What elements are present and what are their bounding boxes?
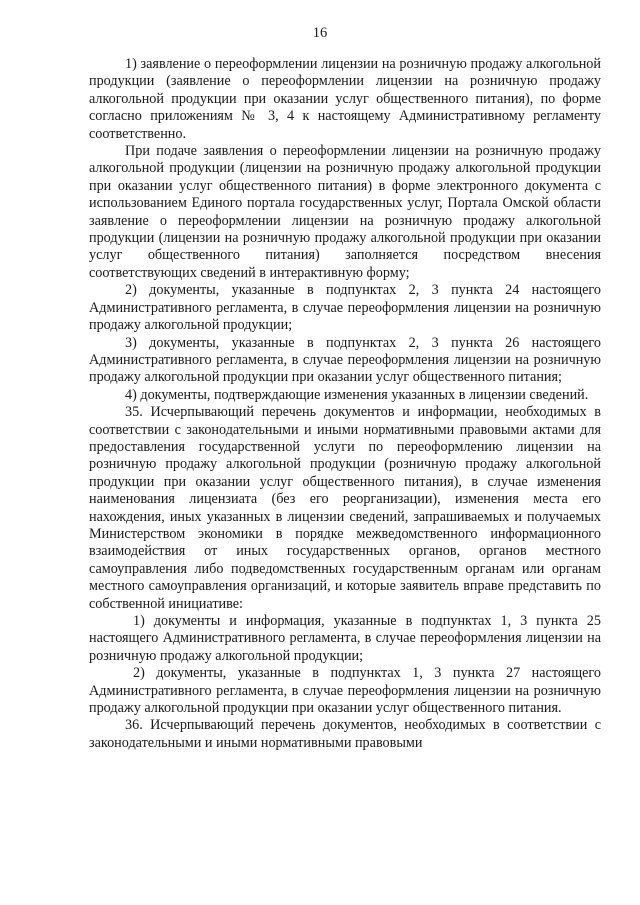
page-number: 16: [312, 25, 328, 41]
paragraph-documents-item-3: 3) документы, указанные в подпунктах 2, 3 пункта 26 настоящего Административного регламента, в случае переоформления лицензии на розничную продажу алкогольной продукции при оказании услуг общественного питания;: [89, 334, 601, 386]
paragraph-section-35: 35. Исчерпывающий перечень документов и информации, необходимых в соответствии с законодательными и иными нормативными правовыми актами для предоставления государственной услуги по переоформлению лицензии на розничную продажу алкогольной продукции (розничную продажу алкогольной продукции при оказании услуг общественного питания), в случае изменения наименования лицензиата (без его реорганизации), изменения места его нахождения, иных указанных в лицензии сведений, запрашиваемых и получаемых Министерством экономики в порядке межведомственного информационного взаимодействия от иных государственных органов, органов местного самоуправления либо подведомственных государственным органам или органам местного самоуправления организаций, и которые заявитель вправе представить по собственной инициативе:: [89, 404, 601, 612]
paragraph-section-35-item-2: 2) документы, указанные в подпунктах 1, 3 пункта 27 настоящего Административного регламента, в случае переоформления лицензии на розничную продажу алкогольной продукции при оказании услуг общественного питания.: [89, 665, 601, 717]
paragraph-section-36: 36. Исчерпывающий перечень документов, необходимых в соответствии с законодательными и иными нормативными правовыми: [89, 717, 601, 751]
paragraph-application: 1) заявление о переоформлении лицензии на розничную продажу алкогольной продукции (заявление о переоформлении лицензии на розничную продажу алкогольной продукции при оказании услуг общественного питания), по форме согласно приложениям № 3, 4 к настоящему Административному регламенту соответственно.: [89, 56, 601, 142]
paragraph-section-35-item-1: 1) документы и информация, указанные в подпунктах 1, 3 пункта 25 настоящего Административного регламента, в случае переоформления лицензии на розничную продажу алкогольной продукции;: [89, 613, 601, 664]
paragraph-electronic-submission: При подаче заявления о переоформлении лицензии на розничную продажу алкогольной продукции (лицензии на розничную продажу алкогольной продукции при оказании услуг общественного питания) в форме электронного документа с использованием Единого портала государственных услуг, Портала Омской области заявление о переоформлении лицензии на розничную продажу алкогольной продукции (лицензии на розничную продажу алкогольной продукции при оказании услуг общественного питания) заполняется посредством внесения соответствующих сведений в интерактивную форму;: [89, 143, 601, 281]
paragraph-documents-item-2: 2) документы, указанные в подпунктах 2, 3 пункта 24 настоящего Административного регламента, в случае переоформления лицензии на розничную продажу алкогольной продукции;: [89, 282, 601, 334]
document-body: [89, 56, 601, 752]
paragraph-documents-item-4: 4) документы, подтверждающие изменения указанных в лицензии сведений.: [125, 386, 589, 403]
